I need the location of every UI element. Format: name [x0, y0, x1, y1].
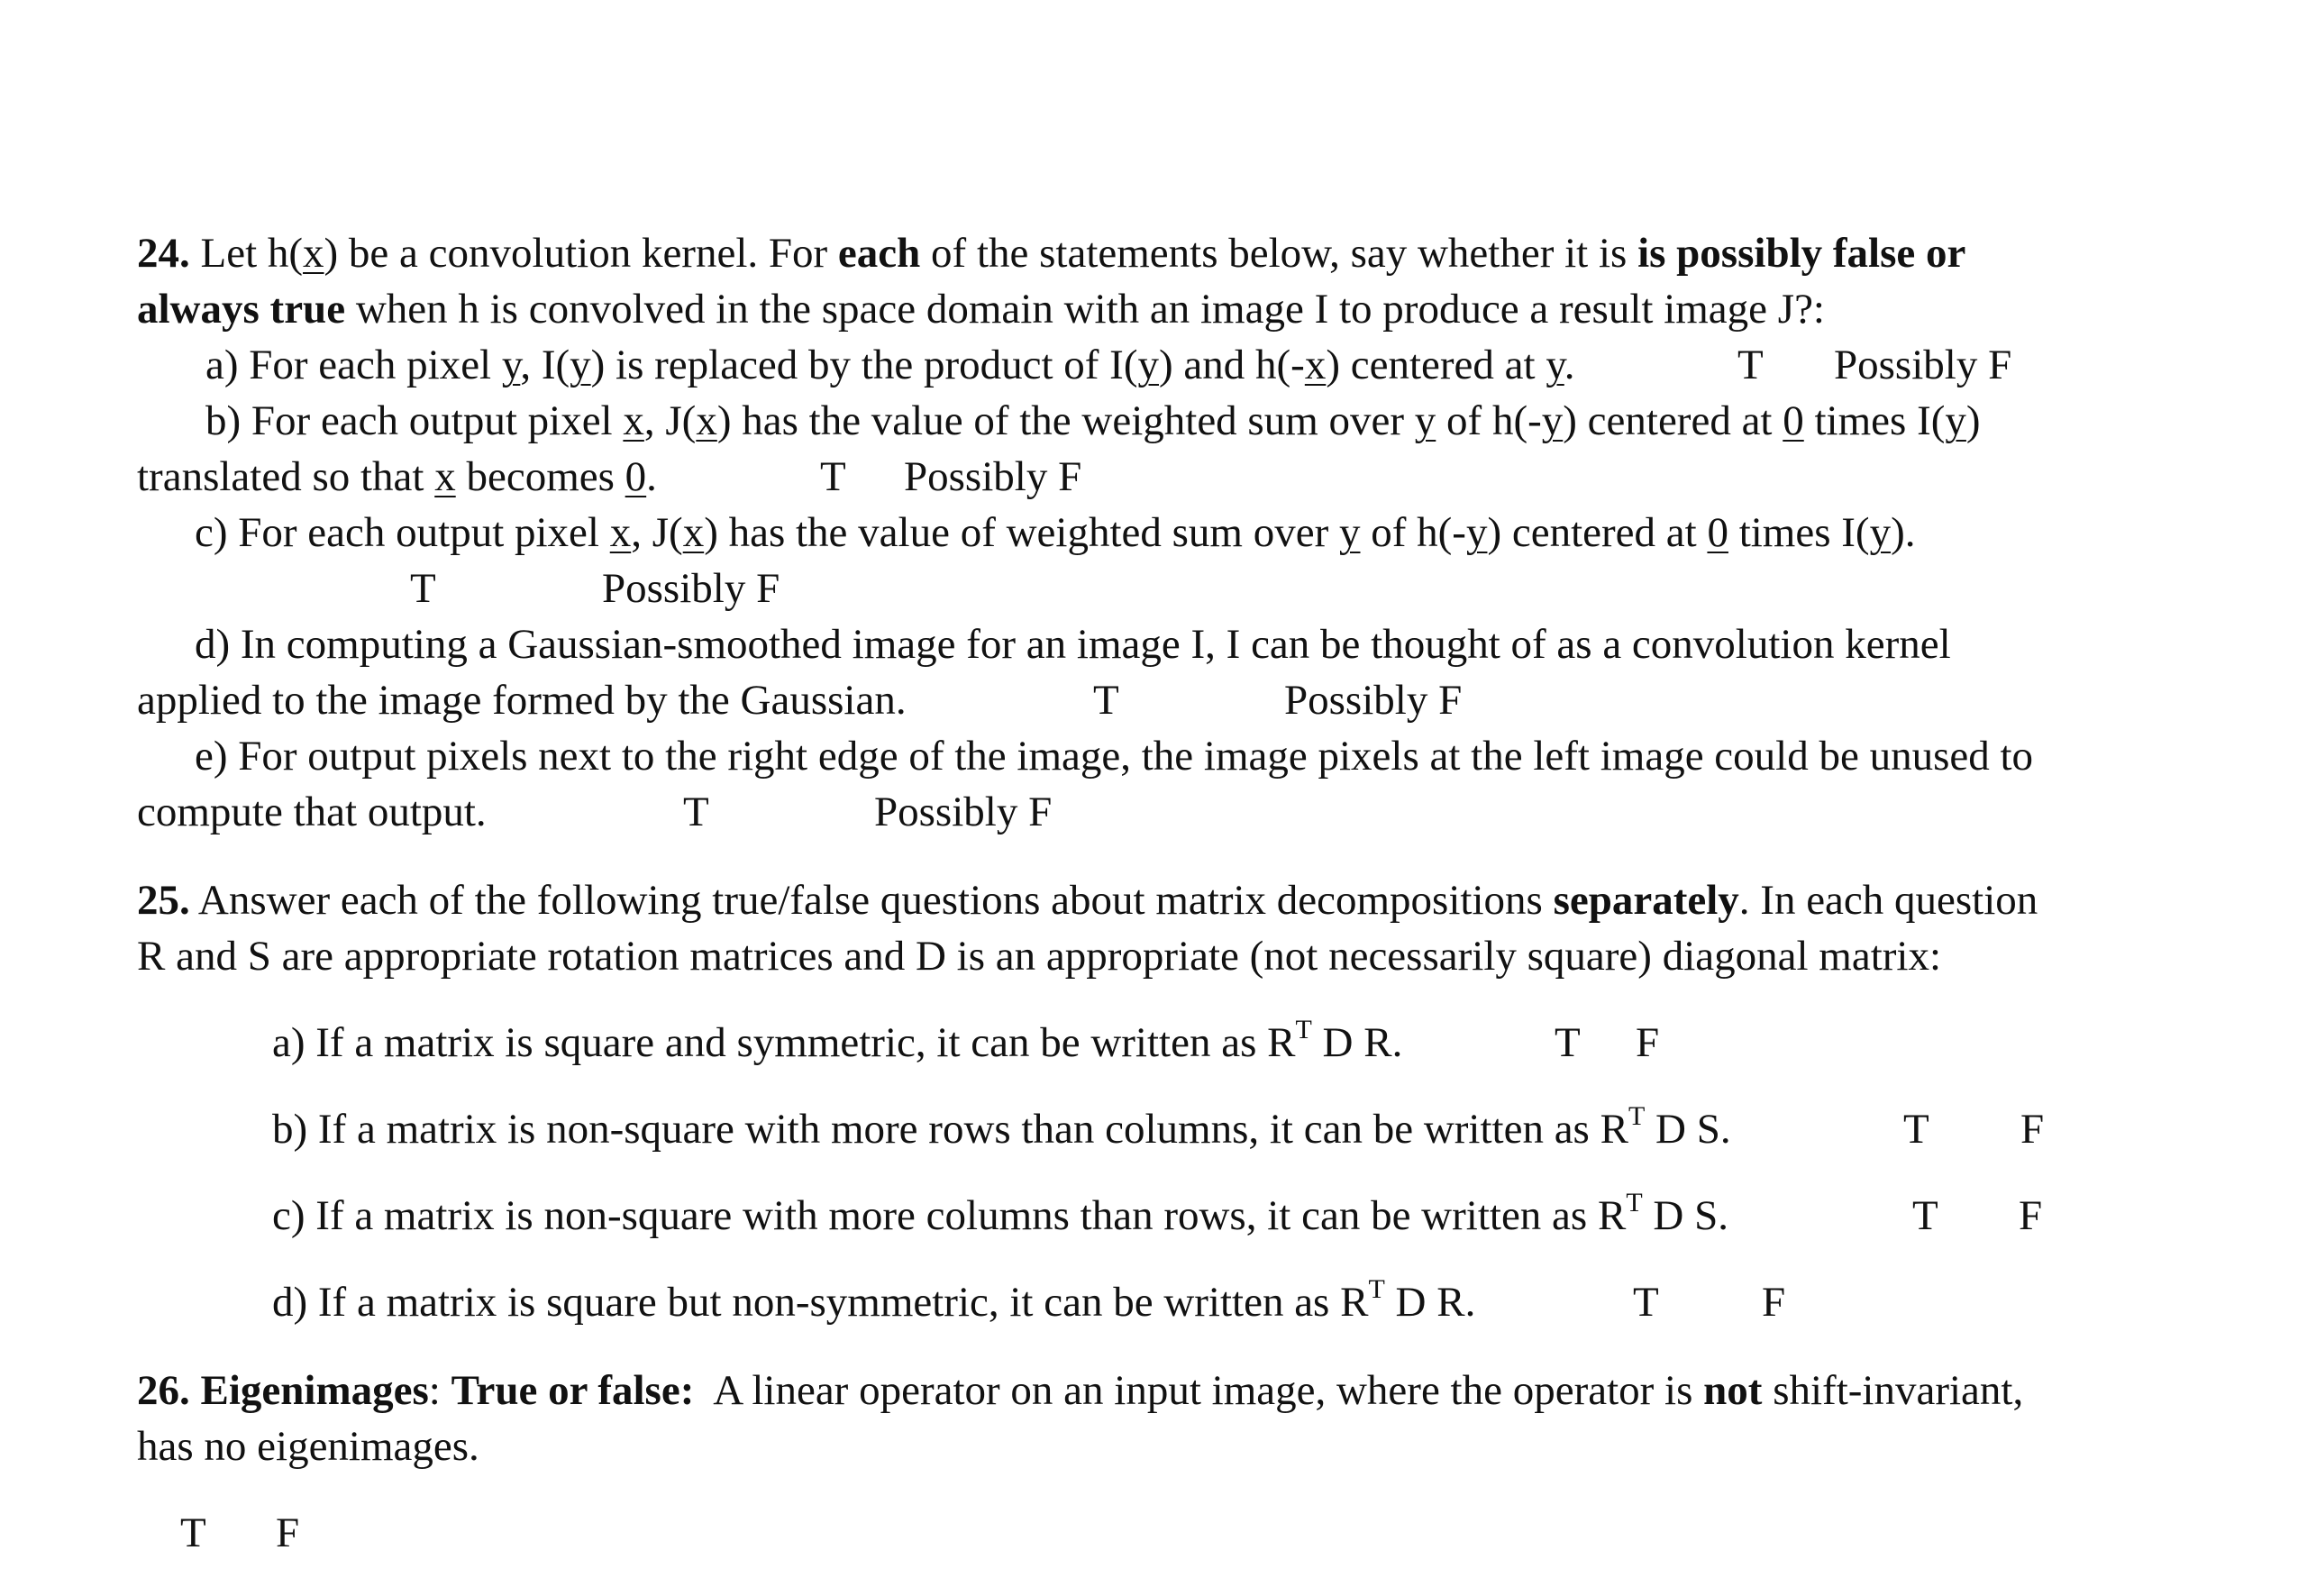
q24-d-line-2: applied to the image formed by the Gaussian. — [137, 677, 907, 724]
q24-c-true[interactable]: T — [410, 565, 436, 612]
q24-d-true[interactable]: T — [1093, 677, 1119, 724]
q24-c — [195, 505, 1915, 561]
text-segment: of the statements below, say whether it is — [920, 230, 1638, 277]
text-segment: y — [1137, 342, 1159, 388]
q24-a — [205, 337, 1575, 393]
text-segment: x — [434, 453, 456, 500]
text-segment: , I( — [520, 342, 570, 388]
text-segment: ). — [1891, 509, 1916, 556]
text-segment: times I( — [1803, 397, 1946, 444]
text-segment: b) If a matrix is non-square with more rows than columns, it can be written as R — [272, 1106, 1628, 1153]
q25-a-false[interactable]: F — [1636, 1019, 1660, 1066]
q24-d-possibly-false[interactable]: Possibly F — [1284, 677, 1463, 724]
text-segment: Let h( — [189, 230, 304, 277]
q24-c-possibly-false[interactable]: Possibly F — [602, 565, 780, 612]
text-segment: y — [1546, 342, 1564, 388]
q24-number: 24. — [137, 230, 190, 277]
text-segment: times I( — [1728, 509, 1870, 556]
q25-a-true[interactable]: T — [1555, 1019, 1581, 1066]
text-segment: ) has the value of the weighted sum over — [716, 397, 1415, 444]
text-segment: of h(- — [1436, 397, 1542, 444]
text-segment: ) and h(- — [1159, 342, 1305, 388]
q24-e-line-2: compute that output. — [137, 789, 487, 835]
q25-d — [272, 1274, 1475, 1330]
text-segment: x — [623, 397, 644, 444]
text-segment: a) For each pixel — [205, 342, 502, 388]
text-segment: D S. — [1642, 1192, 1728, 1239]
text-segment: ) be a convolution kernel. For — [324, 230, 838, 277]
text-segment: D S. — [1645, 1106, 1731, 1153]
text-segment: y — [1945, 397, 1966, 444]
q25-b-false[interactable]: F — [2020, 1106, 2045, 1153]
text-segment: : — [428, 1367, 451, 1414]
text-segment: ) has the value of weighted sum over — [704, 509, 1339, 556]
text-segment: T — [1628, 1101, 1646, 1131]
q24-b-true[interactable]: T — [820, 453, 846, 500]
text-segment: T — [1368, 1274, 1385, 1304]
text-segment: y — [1465, 509, 1488, 556]
q25-d-true[interactable]: T — [1633, 1279, 1659, 1326]
text-segment: y — [1541, 397, 1564, 444]
text-segment: 0 — [1707, 509, 1728, 556]
text-segment: ) is replaced by the product of I( — [590, 342, 1138, 388]
text-segment: separately — [1553, 877, 1739, 924]
text-segment: of h(- — [1360, 509, 1466, 556]
text-segment: ) centered at — [1326, 342, 1546, 388]
q25-d-false[interactable]: F — [1762, 1279, 1786, 1326]
text-segment: x — [1304, 342, 1327, 388]
text-segment: 0 — [625, 453, 647, 500]
text-segment: ) centered at — [1563, 397, 1783, 444]
text-segment: shift-invariant, — [1762, 1367, 2024, 1414]
q24-e-possibly-false[interactable]: Possibly F — [874, 789, 1053, 835]
text-segment: is possibly false or — [1637, 230, 1966, 277]
q24-b-possibly-false[interactable]: Possibly F — [904, 453, 1082, 500]
q25-b — [272, 1101, 1731, 1157]
text-segment: , J( — [631, 509, 683, 556]
text-segment: c) For each output pixel — [195, 509, 610, 556]
text-segment: translated so that — [137, 453, 435, 500]
q24-e-true[interactable]: T — [683, 789, 709, 835]
q26-line-2: has no eigenimages. — [137, 1423, 479, 1470]
text-segment: ) centered at — [1487, 509, 1708, 556]
text-segment: 0 — [1783, 397, 1804, 444]
text-segment: ) — [1965, 397, 1981, 444]
text-segment: x — [696, 397, 717, 444]
text-segment: y — [570, 342, 591, 388]
q25-c — [272, 1188, 1728, 1244]
text-segment: becomes — [455, 453, 625, 500]
text-segment: x — [609, 509, 632, 556]
q24-line-2 — [137, 281, 1825, 337]
q24-d-line-1: d) In computing a Gaussian-smoothed image for an image I, I can be thought of as a convolution kernel — [195, 621, 1951, 668]
q26-number: 26. Eigenimages — [137, 1367, 429, 1414]
q24-line-1 — [137, 225, 1965, 281]
text-segment: D R. — [1384, 1279, 1476, 1326]
text-segment: when h is convolved in the space domain with an image I to produce a result image J?: — [345, 286, 1825, 333]
q24-b-line-1 — [205, 393, 1981, 449]
q26-line-1 — [137, 1363, 2023, 1418]
text-segment: T — [1626, 1188, 1643, 1218]
text-segment: y — [1414, 397, 1436, 444]
text-segment: , J( — [643, 397, 697, 444]
text-segment: T — [1295, 1015, 1312, 1044]
text-segment: D R. — [1311, 1019, 1403, 1066]
text-segment: b) For each output pixel — [205, 397, 624, 444]
q25-line-2: R and S are appropriate rotation matrices and D is an appropriate (not necessarily square) diagonal matrix: — [137, 933, 1942, 980]
q25-c-false[interactable]: F — [2019, 1192, 2043, 1239]
text-segment: . In each question — [1738, 877, 2038, 924]
q25-a — [272, 1015, 1402, 1071]
q24-e-line-1: e) For output pixels next to the right edge of the image, the image pixels at the left image could be unused to — [195, 733, 2034, 780]
q24-a-true[interactable]: T — [1737, 342, 1764, 388]
text-segment: A linear operator on an input image, where the operator is — [694, 1367, 1704, 1414]
text-segment: True or false: — [451, 1367, 695, 1414]
text-segment: each — [837, 230, 921, 277]
q26-true[interactable]: T — [180, 1509, 206, 1556]
text-segment: y — [501, 342, 521, 388]
q25-b-true[interactable]: T — [1903, 1106, 1929, 1153]
text-segment: Answer each of the following true/false questions about matrix decompositions — [189, 877, 1554, 924]
text-segment: not — [1703, 1367, 1763, 1414]
q25-number: 25. — [137, 877, 190, 924]
text-segment: x — [303, 230, 324, 277]
text-segment: . — [1564, 342, 1575, 388]
q26-false[interactable]: F — [276, 1509, 300, 1556]
text-segment: . — [646, 453, 657, 500]
text-segment: a) If a matrix is square and symmetric, it can be written as R — [272, 1019, 1296, 1066]
text-segment: x — [682, 509, 705, 556]
text-segment: y — [1869, 509, 1892, 556]
q25-line-1 — [137, 872, 2038, 928]
text-segment: always true — [137, 286, 346, 333]
q24-a-possibly-false[interactable]: Possibly F — [1834, 342, 2012, 388]
text-segment: d) If a matrix is square but non-symmetric, it can be written as R — [272, 1279, 1369, 1326]
text-segment: c) If a matrix is non-square with more columns than rows, it can be written as R — [272, 1192, 1627, 1239]
q25-c-true[interactable]: T — [1912, 1192, 1938, 1239]
text-segment: y — [1338, 509, 1361, 556]
q24-b-line-2 — [137, 449, 657, 505]
